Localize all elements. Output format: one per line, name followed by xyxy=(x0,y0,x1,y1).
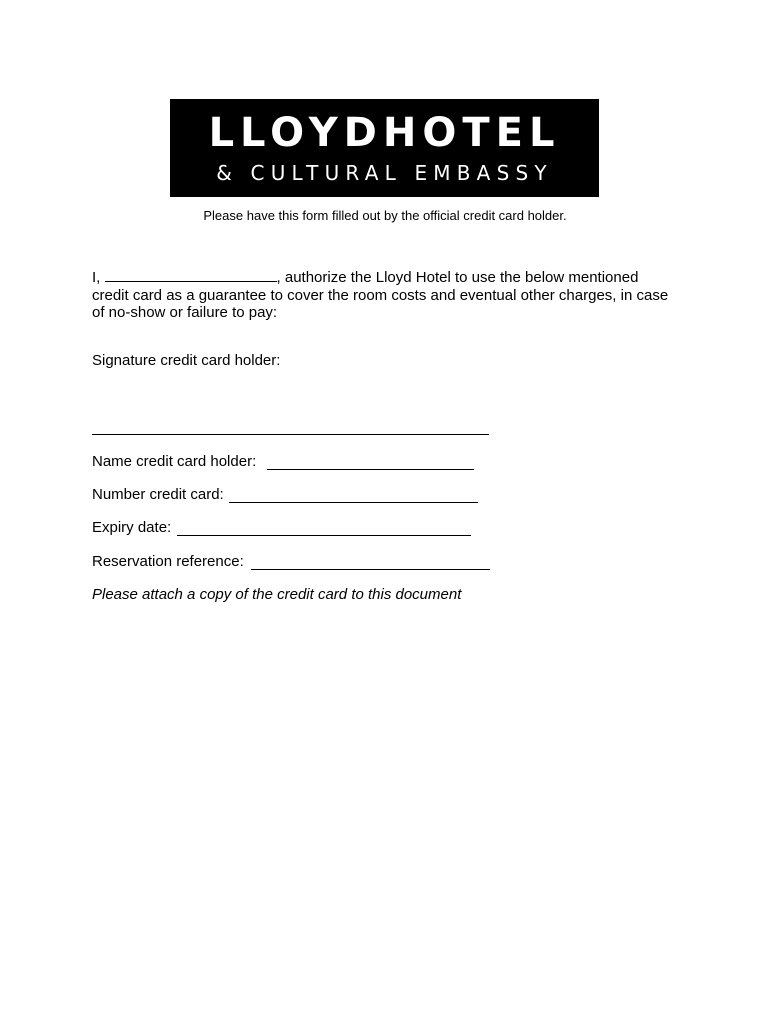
expiry-date-blank[interactable] xyxy=(177,535,471,536)
name-field xyxy=(92,453,256,471)
card-number-blank[interactable] xyxy=(229,502,478,503)
name-field-label: Name credit card holder: xyxy=(92,453,257,470)
attach-note: Please attach a copy of the credit card to this document xyxy=(92,586,462,603)
expiry-date-label: Expiry date: xyxy=(92,519,172,536)
logo-title: LLOYDHOTEL xyxy=(208,110,561,156)
signature-label: Signature credit card holder: xyxy=(92,352,281,369)
authorizer-name-blank[interactable] xyxy=(105,269,277,282)
logo-subtitle: & CULTURAL EMBASSY xyxy=(216,161,553,185)
reservation-label: Reservation reference: xyxy=(92,553,244,570)
authorization-prefix: I, xyxy=(92,269,101,286)
reservation-field xyxy=(92,553,244,571)
authorization-text: , authorize the Lloyd Hotel to use the below mentioned credit card as a guarantee to cover the room costs and eventual other charges, in case of no-show or failure to pay: xyxy=(92,269,669,321)
reservation-blank[interactable] xyxy=(251,569,490,570)
authorization-paragraph xyxy=(92,269,672,322)
hotel-logo xyxy=(170,99,599,197)
expiry-date-field xyxy=(92,519,171,537)
name-field-blank[interactable] xyxy=(267,469,474,470)
signature-line[interactable] xyxy=(92,434,489,435)
card-number-field xyxy=(92,486,224,504)
form-instruction: Please have this form filled out by the official credit card holder. xyxy=(203,208,567,223)
card-number-label: Number credit card: xyxy=(92,486,224,503)
